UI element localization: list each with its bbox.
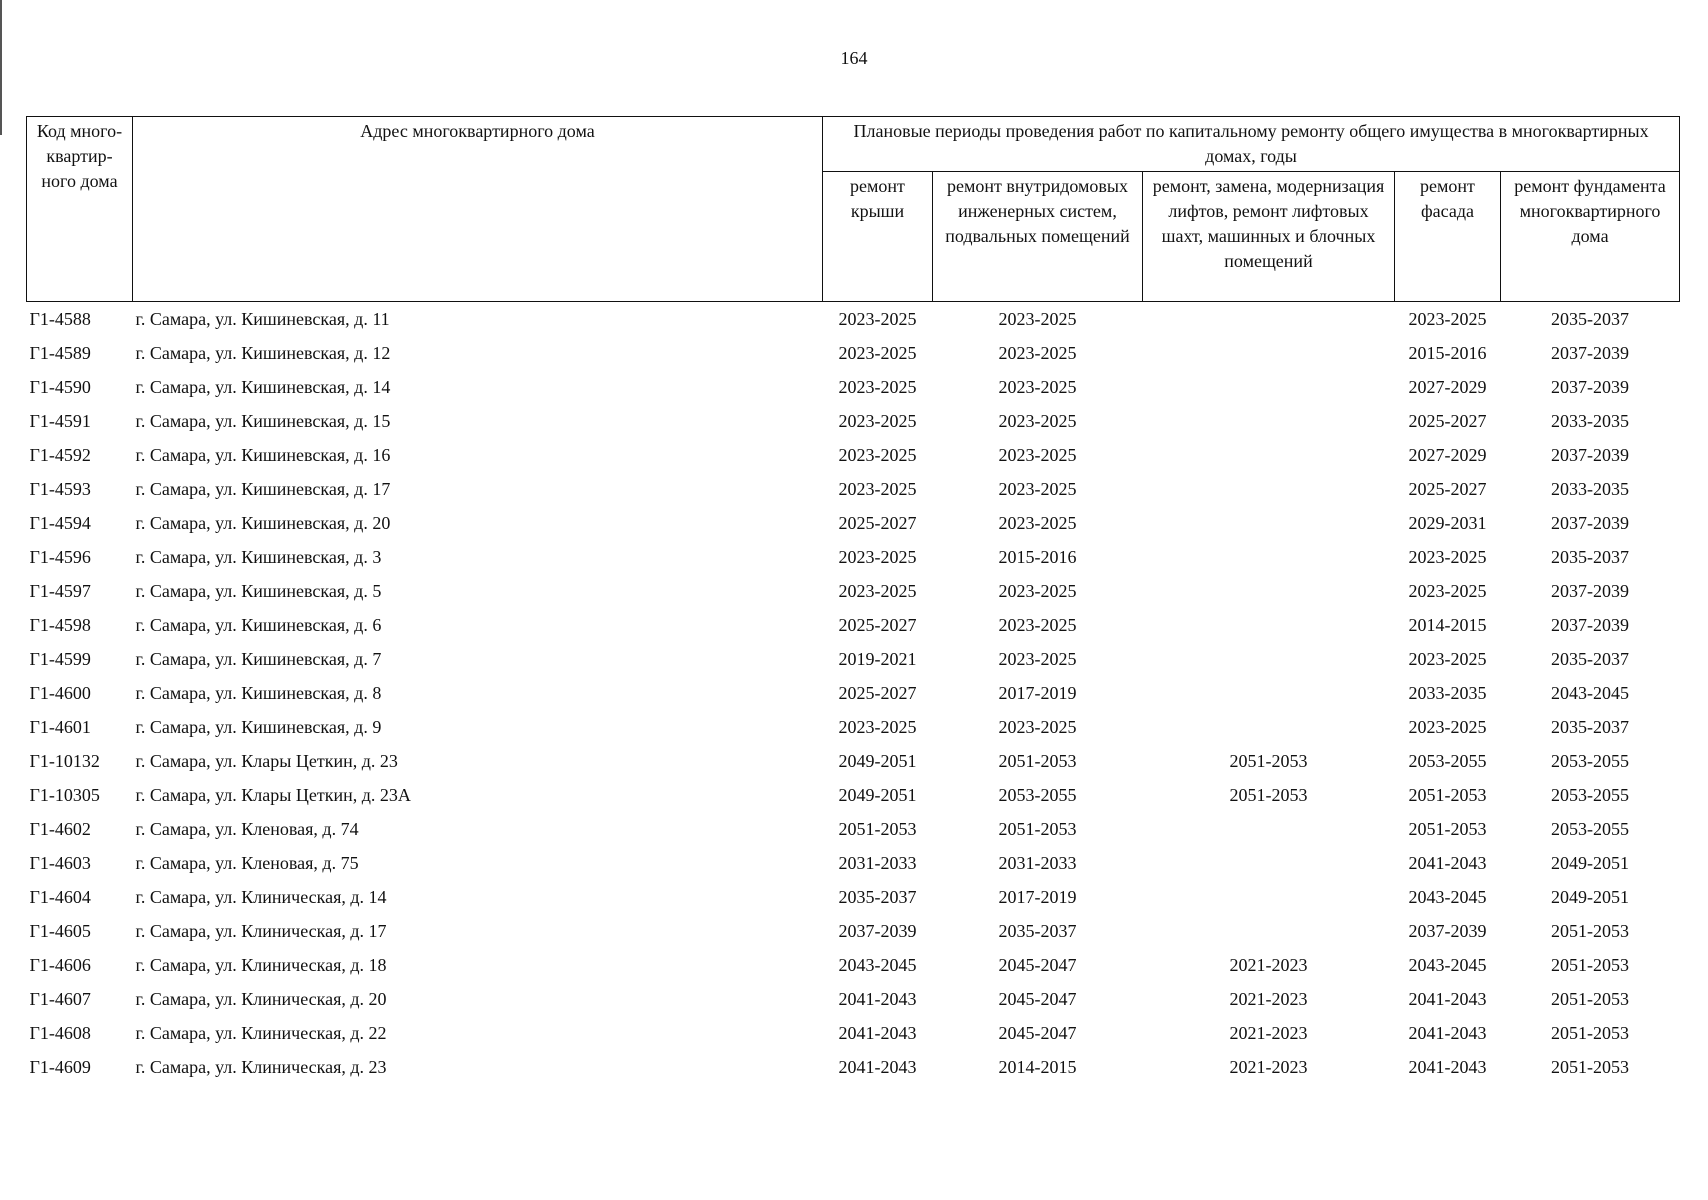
cell-address: г. Самара, ул. Кишиневская, д. 5 <box>135 581 382 601</box>
cell-address: г. Самара, ул. Клиническая, д. 20 <box>135 989 387 1009</box>
header-facade: ремонт фасада <box>1395 172 1501 302</box>
cell-foundation: 2035-2037 <box>1551 717 1630 737</box>
cell-code: Г1-4607 <box>29 989 91 1009</box>
cell-address: г. Самара, ул. Кишиневская, д. 15 <box>135 411 391 431</box>
cell-roof: 2043-2045 <box>838 955 917 975</box>
cell-address: г. Самара, ул. Кишиневская, д. 3 <box>135 547 382 567</box>
cell-address: г. Самара, ул. Кишиневская, д. 7 <box>135 649 382 669</box>
table-row <box>27 336 1680 370</box>
cell-lifts <box>1143 506 1395 540</box>
cell-code: Г1-4603 <box>29 853 91 873</box>
cell-facade: 2025-2027 <box>1408 479 1487 499</box>
cell-roof: 2049-2051 <box>838 751 917 771</box>
cell-code: Г1-4594 <box>29 513 91 533</box>
table-row <box>27 948 1680 982</box>
cell-code: Г1-4591 <box>29 411 91 431</box>
cell-systems: 2023-2025 <box>933 302 1143 337</box>
cell-foundation: 2037-2039 <box>1551 377 1630 397</box>
cell-address: г. Самара, ул. Кишиневская, д. 9 <box>135 717 382 737</box>
cell-facade: 2043-2045 <box>1408 955 1487 975</box>
cell-systems: 2017-2019 <box>998 683 1077 703</box>
cell-roof: 2025-2027 <box>838 683 917 703</box>
table-row <box>27 642 1680 676</box>
cell-address: г. Самара, ул. Кишиневская, д. 17 <box>135 479 391 499</box>
cell-roof: 2023-2025 <box>838 581 917 601</box>
cell-foundation: 2037-2039 <box>1551 581 1630 601</box>
cell-roof: 2051-2053 <box>838 819 917 839</box>
cell-roof: 2023-2025 <box>838 717 917 737</box>
cell-foundation: 2037-2039 <box>1551 445 1630 465</box>
cell-roof: 2025-2027 <box>838 615 917 635</box>
cell-systems: 2035-2037 <box>998 921 1077 941</box>
cell-foundation: 2051-2053 <box>1551 921 1630 941</box>
cell-address: г. Самара, ул. Клиническая, д. 17 <box>135 921 387 941</box>
cell-code: Г1-4606 <box>29 955 91 975</box>
cell-roof: 2023-2025 <box>838 377 917 397</box>
cell-systems: 2023-2025 <box>998 343 1077 363</box>
cell-lifts <box>1143 914 1395 948</box>
cell-address: г. Самара, ул. Кленовая, д. 74 <box>135 819 359 839</box>
cell-foundation: 2037-2039 <box>1551 615 1630 635</box>
cell-foundation: 2051-2053 <box>1551 1057 1630 1077</box>
cell-address: г. Самара, ул. Кишиневская, д. 16 <box>135 445 391 465</box>
cell-roof: 2023-2025 <box>838 479 917 499</box>
cell-lifts <box>1143 370 1395 404</box>
table-header <box>27 117 1680 302</box>
cell-address: г. Самара, ул. Клары Цеткин, д. 23А <box>135 785 411 805</box>
table-row <box>27 778 1680 812</box>
cell-lifts: 2021-2023 <box>1229 989 1308 1009</box>
cell-systems: 2023-2025 <box>998 479 1077 499</box>
cell-facade: 2053-2055 <box>1408 751 1487 771</box>
cell-facade: 2037-2039 <box>1408 921 1487 941</box>
table-row <box>27 880 1680 914</box>
cell-foundation: 2051-2053 <box>1551 955 1630 975</box>
cell-lifts <box>1143 642 1395 676</box>
cell-foundation: 2043-2045 <box>1551 683 1630 703</box>
cell-facade: 2027-2029 <box>1408 377 1487 397</box>
cell-code: Г1-10305 <box>29 785 100 805</box>
table-row <box>27 812 1680 846</box>
cell-lifts <box>1143 336 1395 370</box>
cell-address: г. Самара, ул. Кишиневская, д. 6 <box>135 615 382 635</box>
cell-code: Г1-4604 <box>29 887 91 907</box>
header-roof: ремонт крыши <box>823 172 933 302</box>
capital-repair-table <box>26 116 1680 1084</box>
cell-systems: 2045-2047 <box>998 1023 1077 1043</box>
cell-lifts <box>1143 846 1395 880</box>
cell-systems: 2051-2053 <box>998 751 1077 771</box>
cell-systems: 2053-2055 <box>998 785 1077 805</box>
cell-facade: 2041-2043 <box>1408 1057 1487 1077</box>
cell-facade: 2015-2016 <box>1408 343 1487 363</box>
table-row <box>27 574 1680 608</box>
cell-facade: 2023-2025 <box>1395 302 1501 337</box>
cell-foundation: 2035-2037 <box>1551 547 1630 567</box>
header-foundation: ремонт фундамента многоквартирного дома <box>1501 172 1680 302</box>
cell-roof: 2031-2033 <box>838 853 917 873</box>
cell-lifts <box>1143 710 1395 744</box>
table-row <box>27 438 1680 472</box>
cell-facade: 2023-2025 <box>1408 547 1487 567</box>
cell-lifts: 2021-2023 <box>1229 955 1308 975</box>
cell-address: г. Самара, ул. Кишиневская, д. 8 <box>135 683 382 703</box>
cell-facade: 2041-2043 <box>1408 989 1487 1009</box>
cell-facade: 2023-2025 <box>1408 717 1487 737</box>
cell-roof: 2025-2027 <box>838 513 917 533</box>
cell-lifts <box>1143 540 1395 574</box>
cell-roof: 2019-2021 <box>838 649 917 669</box>
cell-address: г. Самара, ул. Кленовая, д. 75 <box>135 853 359 873</box>
header-code: Код много-квартир-ного дома <box>27 117 133 302</box>
cell-lifts <box>1143 438 1395 472</box>
cell-code: Г1-4592 <box>29 445 91 465</box>
table-row <box>27 1050 1680 1084</box>
cell-roof: 2041-2043 <box>838 989 917 1009</box>
cell-code: Г1-4602 <box>29 819 91 839</box>
cell-foundation: 2033-2035 <box>1551 479 1630 499</box>
cell-lifts <box>1143 302 1395 337</box>
cell-foundation: 2035-2037 <box>1551 649 1630 669</box>
table-row <box>27 370 1680 404</box>
cell-roof: 2023-2025 <box>838 445 917 465</box>
cell-roof: 2041-2043 <box>838 1023 917 1043</box>
cell-lifts <box>1143 472 1395 506</box>
table-row <box>27 744 1680 778</box>
cell-lifts <box>1143 880 1395 914</box>
cell-roof: 2049-2051 <box>838 785 917 805</box>
cell-foundation: 2053-2055 <box>1551 751 1630 771</box>
cell-foundation: 2051-2053 <box>1551 1023 1630 1043</box>
cell-code: Г1-4596 <box>29 547 91 567</box>
cell-address: г. Самара, ул. Кишиневская, д. 11 <box>133 302 823 337</box>
cell-systems: 2023-2025 <box>998 581 1077 601</box>
cell-systems: 2023-2025 <box>998 445 1077 465</box>
cell-systems: 2017-2019 <box>998 887 1077 907</box>
cell-foundation: 2035-2037 <box>1501 302 1680 337</box>
cell-lifts <box>1143 608 1395 642</box>
header-periods-group: Плановые периоды проведения работ по капитальному ремонту общего имущества в многоквартирных домах, годы <box>823 117 1680 172</box>
cell-systems: 2023-2025 <box>998 615 1077 635</box>
cell-facade: 2033-2035 <box>1408 683 1487 703</box>
cell-lifts <box>1143 574 1395 608</box>
cell-foundation: 2051-2053 <box>1551 989 1630 1009</box>
cell-address: г. Самара, ул. Кишиневская, д. 20 <box>135 513 391 533</box>
cell-roof: 2023-2025 <box>823 302 933 337</box>
cell-lifts: 2051-2053 <box>1229 751 1308 771</box>
cell-address: г. Самара, ул. Клиническая, д. 23 <box>135 1057 387 1077</box>
cell-code: Г1-4590 <box>29 377 91 397</box>
cell-facade: 2051-2053 <box>1408 785 1487 805</box>
table-body <box>27 302 1680 1085</box>
cell-roof: 2023-2025 <box>838 343 917 363</box>
cell-systems: 2023-2025 <box>998 649 1077 669</box>
cell-code: Г1-4597 <box>29 581 91 601</box>
cell-facade: 2027-2029 <box>1408 445 1487 465</box>
cell-foundation: 2049-2051 <box>1551 853 1630 873</box>
table-row <box>27 982 1680 1016</box>
cell-code: Г1-4609 <box>29 1057 91 1077</box>
cell-facade: 2041-2043 <box>1408 853 1487 873</box>
cell-roof: 2041-2043 <box>838 1057 917 1077</box>
cell-systems: 2023-2025 <box>998 377 1077 397</box>
table-row <box>27 846 1680 880</box>
table-row <box>27 1016 1680 1050</box>
cell-foundation: 2053-2055 <box>1551 819 1630 839</box>
cell-roof: 2023-2025 <box>838 411 917 431</box>
cell-facade: 2023-2025 <box>1408 649 1487 669</box>
cell-address: г. Самара, ул. Клары Цеткин, д. 23 <box>135 751 398 771</box>
cell-lifts: 2021-2023 <box>1229 1023 1308 1043</box>
cell-address: г. Самара, ул. Кишиневская, д. 14 <box>135 377 391 397</box>
cell-lifts <box>1143 812 1395 846</box>
page-number: 164 <box>840 48 868 68</box>
table-row <box>27 710 1680 744</box>
cell-foundation: 2037-2039 <box>1551 343 1630 363</box>
cell-address: г. Самара, ул. Клиническая, д. 22 <box>135 1023 387 1043</box>
cell-address: г. Самара, ул. Кишиневская, д. 12 <box>135 343 391 363</box>
table-row <box>27 608 1680 642</box>
cell-lifts <box>1143 676 1395 710</box>
cell-code: Г1-4599 <box>29 649 91 669</box>
table-row <box>27 302 1680 337</box>
cell-foundation: 2053-2055 <box>1551 785 1630 805</box>
cell-systems: 2015-2016 <box>998 547 1077 567</box>
cell-roof: 2035-2037 <box>838 887 917 907</box>
cell-facade: 2029-2031 <box>1408 513 1487 533</box>
cell-roof: 2023-2025 <box>838 547 917 567</box>
cell-facade: 2051-2053 <box>1408 819 1487 839</box>
cell-facade: 2023-2025 <box>1408 581 1487 601</box>
cell-code: Г1-4588 <box>27 302 133 337</box>
cell-code: Г1-4589 <box>29 343 91 363</box>
table-row <box>27 404 1680 438</box>
cell-facade: 2043-2045 <box>1408 887 1487 907</box>
cell-foundation: 2037-2039 <box>1551 513 1630 533</box>
table-row <box>27 540 1680 574</box>
cell-systems: 2023-2025 <box>998 717 1077 737</box>
cell-systems: 2045-2047 <box>998 955 1077 975</box>
cell-systems: 2045-2047 <box>998 989 1077 1009</box>
table-row <box>27 506 1680 540</box>
cell-systems: 2014-2015 <box>998 1057 1077 1077</box>
cell-facade: 2041-2043 <box>1408 1023 1487 1043</box>
cell-code: Г1-4605 <box>29 921 91 941</box>
cell-code: Г1-4598 <box>29 615 91 635</box>
cell-roof: 2037-2039 <box>838 921 917 941</box>
cell-systems: 2023-2025 <box>998 411 1077 431</box>
table-row <box>27 914 1680 948</box>
cell-lifts <box>1143 404 1395 438</box>
cell-code: Г1-4608 <box>29 1023 91 1043</box>
cell-code: Г1-4601 <box>29 717 91 737</box>
header-systems: ремонт внутридомовых инженерных систем, подвальных помещений <box>933 172 1143 302</box>
cell-systems: 2023-2025 <box>998 513 1077 533</box>
cell-systems: 2051-2053 <box>998 819 1077 839</box>
header-address: Адрес многоквартирного дома <box>133 117 823 302</box>
table-row <box>27 472 1680 506</box>
cell-code: Г1-4593 <box>29 479 91 499</box>
cell-systems: 2031-2033 <box>998 853 1077 873</box>
cell-foundation: 2049-2051 <box>1551 887 1630 907</box>
cell-lifts: 2021-2023 <box>1229 1057 1308 1077</box>
cell-foundation: 2033-2035 <box>1551 411 1630 431</box>
table-row <box>27 676 1680 710</box>
cell-code: Г1-10132 <box>29 751 100 771</box>
header-lifts: ремонт, замена, модернизация лифтов, ремонт лифтовых шахт, машинных и блочных помещений <box>1143 172 1395 302</box>
cell-address: г. Самара, ул. Клиническая, д. 18 <box>135 955 387 975</box>
cell-code: Г1-4600 <box>29 683 91 703</box>
cell-facade: 2014-2015 <box>1408 615 1487 635</box>
cell-address: г. Самара, ул. Клиническая, д. 14 <box>135 887 387 907</box>
cell-lifts: 2051-2053 <box>1229 785 1308 805</box>
cell-facade: 2025-2027 <box>1408 411 1487 431</box>
